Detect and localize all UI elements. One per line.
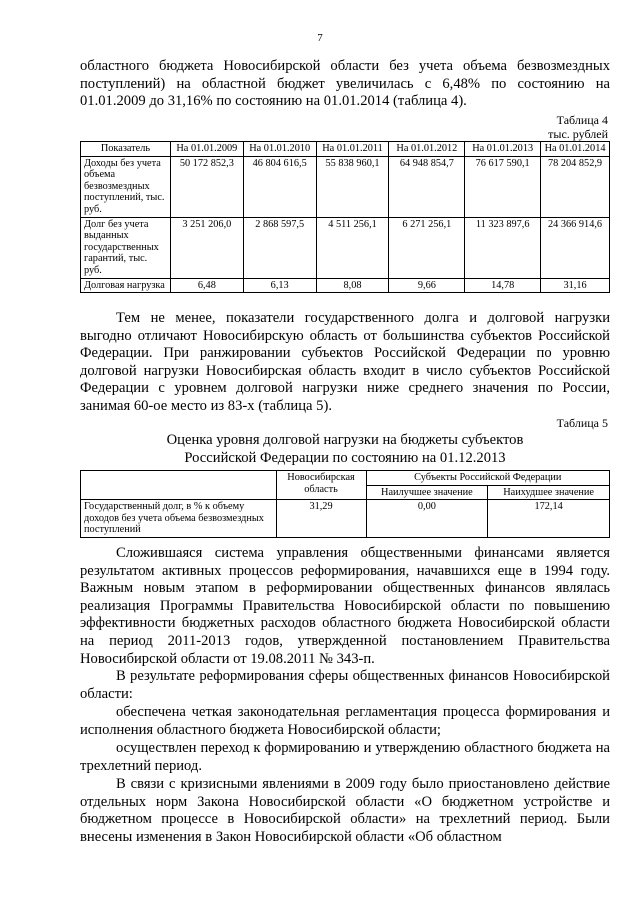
table-header-row (81, 471, 610, 486)
table5-title-line2: Российской Федерации по состоянию на 01.12.2013 (184, 450, 506, 466)
table-cell: 50 172 852,3 (170, 156, 243, 217)
table-cell: 31,16 (541, 278, 610, 293)
table-cell: 6 271 256,1 (389, 217, 465, 278)
column-group-header: Субъекты Российской Федерации (366, 471, 610, 486)
table-cell: 14,78 (465, 278, 541, 293)
table-cell: 0,00 (366, 500, 488, 538)
table-cell: 4 511 256,1 (316, 217, 389, 278)
table5-title-line1: Оценка уровня долговой нагрузки на бюджеты субъектов (166, 432, 524, 448)
table-row (81, 500, 610, 538)
paragraph-intro: областного бюджета Новосибирской области без учета объема безвозмездных поступлений) на областной бюджет увеличилась с 6,48% по состоянию на 01.01.2009 до 31,16% по состоянию на 01.01.2014 (таблица 4). (80, 58, 610, 110)
table5-label: Таблица 5 (556, 416, 608, 430)
row-label: Долговая нагрузка (81, 278, 171, 293)
paragraph-crisis: В связи с кризисными явлениями в 2009 году было приостановлено действие отдельных норм Закона Новосибирской области «О бюджетном устройстве и бюджетном процессе в Новосибирской области» на трехлетний период. Были внесены изменения в Закон Новосибирской области «Об областном (80, 776, 610, 845)
table-cell: 78 204 852,9 (541, 156, 610, 217)
table-cell: 2 868 597,5 (243, 217, 316, 278)
table-cell: 6,48 (170, 278, 243, 293)
table-cell: 8,08 (316, 278, 389, 293)
table-cell: 46 804 616,5 (243, 156, 316, 217)
table-row (81, 217, 610, 278)
table-cell: 31,29 (276, 500, 366, 538)
paragraph-reform: Сложившаяся система управления общественными финансами является результатом активных процессов реформирования, начавшихся еще в 1994 году. Важным новым этапом в реформировании общественных финансов являлась реализация Программы Правительства Новосибирской области по повышению эффективности бюджетных расходов областного бюджета Новосибирской области на период 2011-2013 годов, утвержденной постановлением Правительства Новосибирской области от 19.08.2011 № 343-п. (80, 545, 610, 667)
column-header-worst: Наихудшее значение (488, 485, 610, 500)
column-header-region: Новосибирская область (276, 471, 366, 500)
column-header: На 01.01.2011 (316, 142, 389, 157)
paragraph-results: В результате реформирования сферы общественных финансов Новосибирской области: (80, 668, 610, 702)
table-cell: 9,66 (389, 278, 465, 293)
table-cell: 24 366 914,6 (541, 217, 610, 278)
column-header: На 01.01.2013 (465, 142, 541, 157)
table-cell: 55 838 960,1 (316, 156, 389, 217)
empty-header-cell (81, 471, 277, 500)
row-label: Государственный долг, в % к объему доходов без учета объема безвозмездных поступлений (81, 500, 277, 538)
debt-load-table (80, 141, 610, 293)
table-cell: 172,14 (488, 500, 610, 538)
table-cell: 3 251 206,0 (170, 217, 243, 278)
paragraph-ranking: Тем не менее, показатели государственного долга и долговой нагрузки выгодно отличают Новосибирскую область от большинства субъектов Российской Федерации. При ранжировании субъектов Российской Федерации по уровню долговой нагрузки Новосибирская область входит в число субъектов Российской Федерации с уровнем долговой нагрузки ниже среднего значения по России, занимая 60-ое место из 83-х (таблица 5). (80, 310, 610, 414)
paragraph-item-1: обеспечена четкая законодательная регламентация процесса формирования и исполнения областного бюджета Новосибирской области; (80, 704, 610, 738)
column-header-best: Наилучшее значение (366, 485, 488, 500)
row-label: Доходы без учета объема безвозмездных поступлений, тыс. руб. (81, 156, 171, 217)
column-header: Показатель (81, 142, 171, 157)
table-row (81, 278, 610, 293)
table-cell: 76 617 590,1 (465, 156, 541, 217)
table4-units: тыс. рублей (548, 127, 608, 141)
column-header: На 01.01.2014 (541, 142, 610, 157)
table-cell: 11 323 897,6 (465, 217, 541, 278)
table-row (81, 156, 610, 217)
table-cell: 64 948 854,7 (389, 156, 465, 217)
paragraph-item-2: осуществлен переход к формированию и утверждению областного бюджета на трехлетний период. (80, 740, 610, 774)
row-label: Долг без учета выданных государственных гарантий, тыс. руб. (81, 217, 171, 278)
table-header-row (81, 142, 610, 157)
table-cell: 6,13 (243, 278, 316, 293)
column-header: На 01.01.2012 (389, 142, 465, 157)
debt-comparison-table (80, 470, 610, 538)
column-header: На 01.01.2010 (243, 142, 316, 157)
table4-label: Таблица 4 (556, 113, 608, 127)
page-number: 7 (317, 32, 323, 44)
column-header: На 01.01.2009 (170, 142, 243, 157)
